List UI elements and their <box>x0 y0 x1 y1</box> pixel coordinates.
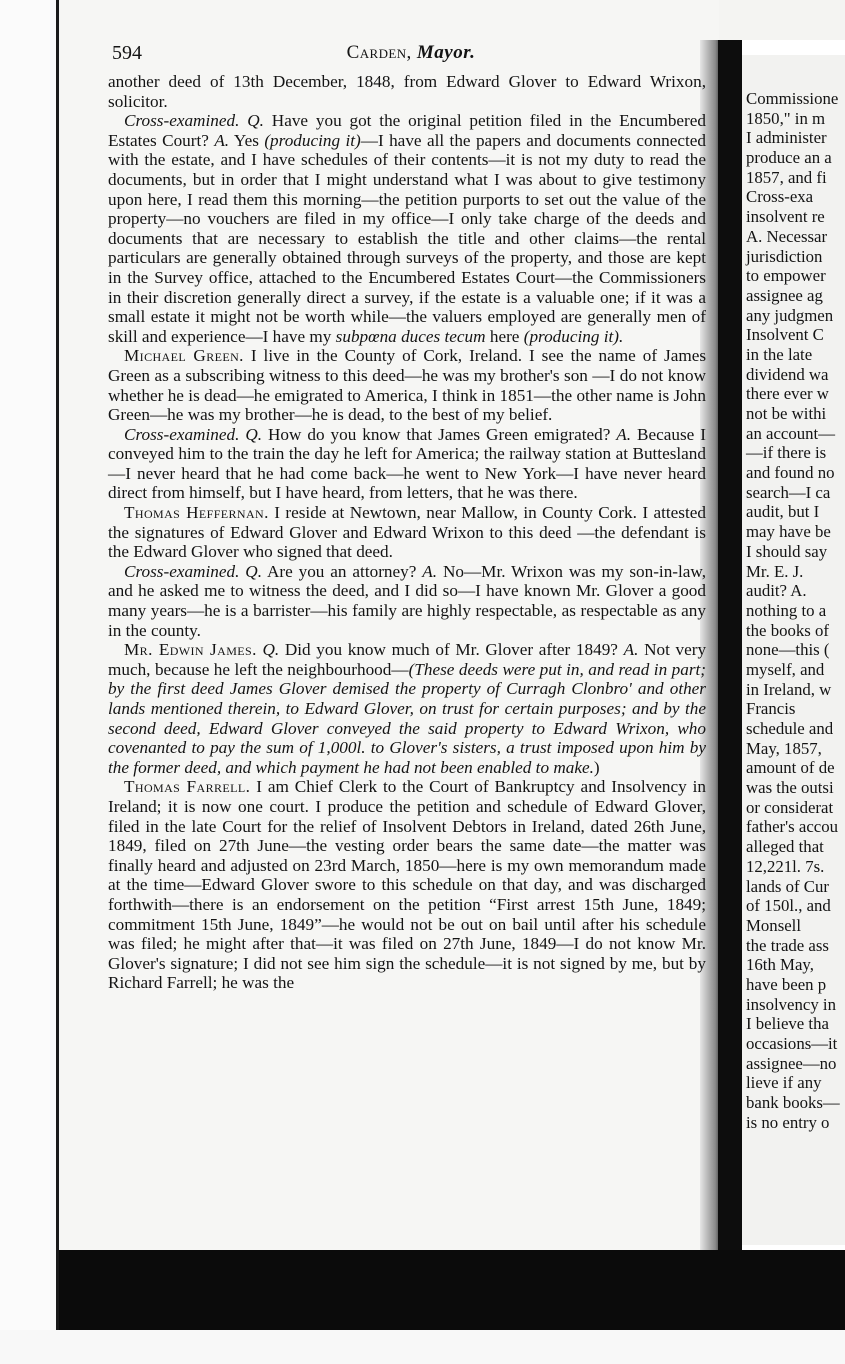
right-page-line: —if there is <box>746 443 827 463</box>
right-page-line: myself, and <box>746 659 825 679</box>
right-page-line: father's accou <box>746 817 839 837</box>
right-page-line: or considerat <box>746 797 834 817</box>
paragraph <box>108 425 706 503</box>
right-page-line: in the late <box>746 344 813 364</box>
question-marker: Q. <box>262 640 280 660</box>
right-page-line: Monsell <box>746 915 802 935</box>
answer-text: Yes <box>233 130 259 150</box>
right-page-line: A. Necessar <box>746 226 828 246</box>
right-page-line: was the outsi <box>746 778 834 798</box>
answer-marker: A. <box>616 424 632 444</box>
right-page-line: search—I ca <box>746 482 831 502</box>
right-page-line: 12,221l. 7s. <box>746 856 825 876</box>
right-page-line: not be withi <box>746 404 827 423</box>
right-page-line: audit? A. <box>746 581 807 601</box>
right-page-line: to empower <box>746 266 826 286</box>
right-page <box>742 55 845 1245</box>
right-page-line: any judgmen <box>746 305 834 325</box>
question-marker: Q. <box>247 111 264 131</box>
page-number: 594 <box>112 42 142 64</box>
right-page-line: Cross-exa <box>746 187 814 207</box>
answer-marker: A. <box>422 561 438 581</box>
paragraph <box>108 503 706 562</box>
testimony-text: I live in the County of Cork, Ireland. I see the name of James Green as a subscribing witness to this deed—he was my brother's son —I do not know whether he is dead—he emigrated to America, I think in 1851—the other name is John Green—he was my brother—he is dead, to the best of my belief. <box>108 346 707 425</box>
running-title-role: Mayor. <box>416 42 476 63</box>
question-marker: Q. <box>245 424 263 444</box>
running-title <box>106 42 716 64</box>
right-page-line: produce an a <box>746 148 832 168</box>
closing-paren: ) <box>593 757 600 777</box>
right-page-line: occasions—it <box>746 1034 838 1053</box>
right-page-line: alleged that <box>746 837 824 857</box>
question-text: Are you an attorney? <box>266 561 417 581</box>
answer-marker: A. <box>623 640 639 660</box>
right-page-line: there ever w <box>746 384 829 404</box>
right-page-line: lieve if any <box>746 1073 822 1093</box>
right-page-line: 1857, and fi <box>746 167 827 187</box>
right-page-line: I should say <box>746 541 828 561</box>
main-text-column <box>108 72 706 993</box>
right-page-line: of 150l., and <box>746 896 831 916</box>
scan-bottom-margin <box>0 1330 845 1364</box>
right-page-line: and found no <box>746 463 835 483</box>
cross-examined-label: Cross-examined. <box>124 111 240 131</box>
left-margin <box>0 0 60 1364</box>
question-text: Have you got the original petition filed in the Encumbered Estates Court? <box>108 111 707 150</box>
page-header <box>106 38 716 74</box>
right-page-line: Francis <box>746 699 796 719</box>
right-page-line: I believe tha <box>746 1014 829 1034</box>
paragraph <box>108 346 706 424</box>
right-page-line: May, 1857, <box>746 738 822 758</box>
right-page-line: 1850," in m <box>746 108 826 128</box>
right-page-line: dividend wa <box>746 364 829 384</box>
witness-name: Thomas Heffernan. <box>124 503 269 523</box>
testimony-text: I reside at Newtown, near Mallow, in County Cork. I attested the signatures of Edward Glover and Edward Wrixon to this deed —the defendant is the Edward Glover who signed that deed. <box>108 503 706 562</box>
cross-examined-label: Cross-examined. <box>124 424 240 444</box>
question-text: Did you know much of Mr. Glover after 1849? <box>284 640 618 660</box>
testimony-text: I am Chief Clerk to the Court of Bankruptcy and Insolvency in Ireland; it is now one court. I produce the petition and schedule of Edward Glover, filed in the late Court for the relief of Insolvent Debtors in Ireland, dated 26th June, 1849, filed on 27th June—the vesting order bears the same date—the matter was finally heard and adjusted on 23rd March, 1850—here is my own memorandum made at the time—Edward Glover swore to this schedule on that day, and was discharged forthwith—there is an endorsement on the petition “First arrest 15th June, 1849; commitment 15th June, 1849”—he would not be out on bail until after his schedule was filed; he might after that—it was filed on 27th June, 1849—I do not know Mr. Glover's signature; I did not see him sign the schedule—it is not signed by me, but by Richard Farrell; he was the <box>108 777 706 993</box>
latin-term: subpœna duces tecum <box>335 326 486 346</box>
right-page-line: none—this ( <box>746 640 830 660</box>
right-page-text <box>746 89 845 1132</box>
stage-direction: (producing it). <box>523 326 624 346</box>
editorial-note: (These deeds were put in, and read in part; by the first deed James Glover demised the property of Curragh Clonbro' and other lands mentioned therein, to Edward Glover, on trust for certain purposes; and by the second deed, Edward Glover conveyed the said property to Edward Wrixon, who covenanted to pay the sum of 1,000l. to Glover's sisters, a trust imposed upon him by the former deed, and which payment he had not been enabled to make. <box>108 659 707 777</box>
right-page-line: lands of Cur <box>746 876 829 896</box>
paragraph: another deed of 13th December, 1848, from Edward Glover to Edward Wrixon, solicitor. <box>108 72 706 111</box>
right-page-line: jurisdiction <box>746 246 823 266</box>
answer-text: here <box>489 326 520 346</box>
scan-dark-band <box>59 1250 845 1330</box>
witness-name: Michael Green. <box>124 346 244 366</box>
paragraph <box>108 777 706 993</box>
right-page-line: Commissione <box>746 89 839 108</box>
right-page-line: assignee ag <box>746 285 823 305</box>
right-page-line: I administer <box>746 128 827 148</box>
right-page-line: have been p <box>746 974 827 994</box>
answer-text: Because I conveyed him to the train the day he left for America; the railway station at Buttesland—I never heard that he had come back—he went to New York—I have never heard direct from himself, but I have heard, from letters, that he was there. <box>108 424 706 503</box>
stage-direction: (producing it) <box>264 130 361 150</box>
right-page-line: may have be <box>746 522 831 542</box>
right-page-line: Insolvent C <box>746 325 824 345</box>
paragraph <box>108 111 706 346</box>
witness-name: Thomas Farrell. <box>124 777 251 797</box>
cross-examined-label: Cross-examined. <box>124 561 240 581</box>
right-page-line: 16th May, <box>746 955 814 975</box>
book-binding <box>718 40 742 1270</box>
paragraph <box>108 640 706 777</box>
right-page-line: in Ireland, w <box>746 679 832 699</box>
right-page-line: an account— <box>746 423 835 443</box>
paragraph <box>108 562 706 640</box>
right-page-line: schedule and <box>746 719 834 738</box>
right-page-line: bank books— <box>746 1093 840 1113</box>
answer-text: No—Mr. Wrixon was my son-in-law, and he asked me to witness the deed, and I did so—I have known Mr. Glover a good many years—he is a barrister—his family are highly respectable, as respectable as any in the county. <box>108 561 707 640</box>
answer-text: Not very much, because he left the neighbourhood— <box>108 640 707 679</box>
question-marker: Q. <box>245 561 262 581</box>
right-page-line: insolvency in <box>746 994 836 1014</box>
right-page-line: amount of de <box>746 758 835 778</box>
right-page-line: insolvent re <box>746 207 825 227</box>
answer-marker: A. <box>214 130 230 150</box>
answer-text: —I have all the papers and documents connected with the estate, and I have schedules of their contents—it is not my duty to read the documents, but in order that I might understand what I was about to give testimony upon here, I read them this morning—the petition purports to set out the value of the property—no vouchers are filed in my office—I only take charge of the deeds and documents that are necessary to establish the title and other claims—the rental particulars are generally obtained through surveys of the property, and those are kept in the Survey office, attached to the Encumbered Estates Court—the Commissioners in their discretion generally direct a survey, if the estate is a valuable one; if it was a small estate it might not be worth while—the valuers employed are generally men of skill and experience—I have my <box>108 130 707 346</box>
right-page-line: the trade ass <box>746 935 829 955</box>
question-text: How do you know that James Green emigrated? <box>268 424 611 444</box>
right-page-line: is no entry o <box>746 1112 830 1132</box>
right-page-line: audit, but I <box>746 502 820 522</box>
right-page-line: nothing to a <box>746 600 827 620</box>
counsel-name: Mr. Edwin James. <box>124 640 257 660</box>
right-page-line: Mr. E. J. <box>746 561 804 581</box>
right-page-line: assignee—no <box>746 1053 837 1073</box>
running-title-name: Carden, <box>346 42 412 63</box>
right-page-line: the books of <box>746 620 829 640</box>
